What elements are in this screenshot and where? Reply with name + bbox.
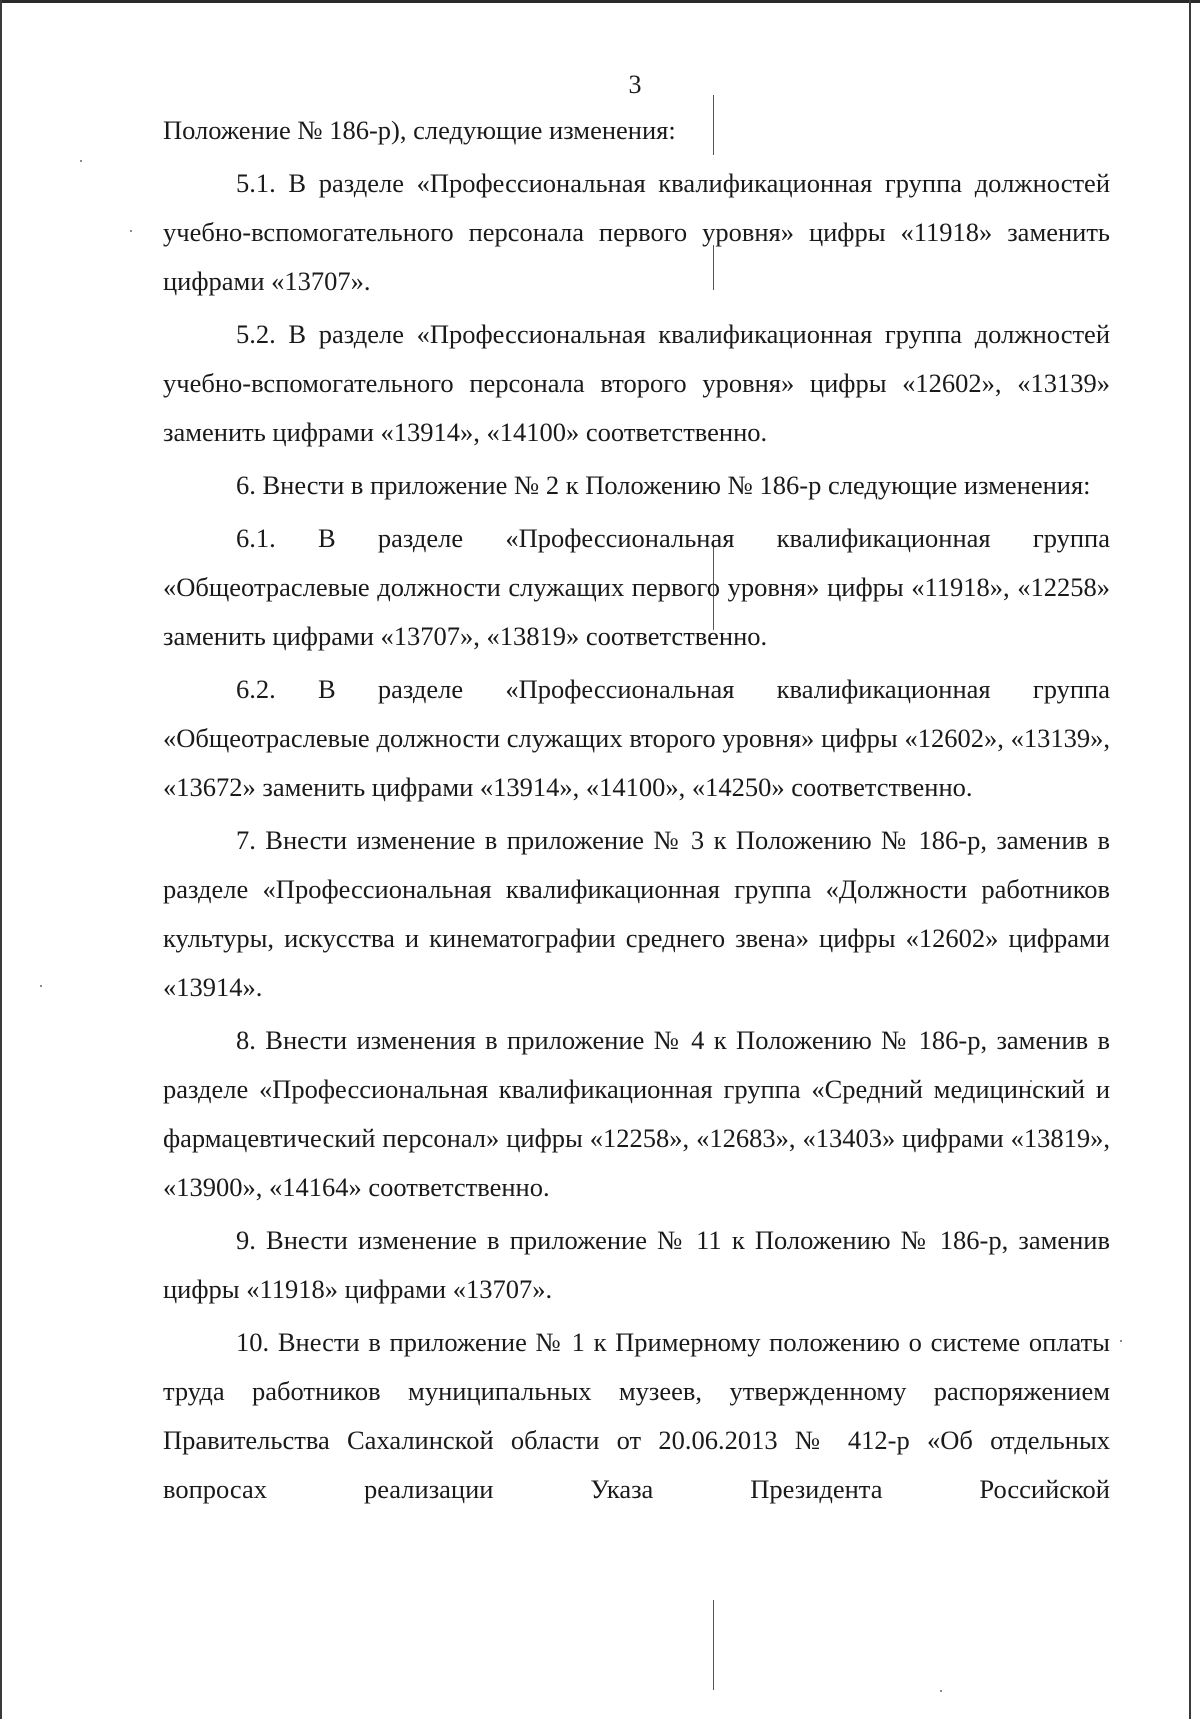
document-body: [163, 106, 1110, 1518]
paragraph-7: 7. Внести изменение в приложение № 3 к Положению № 186-р, заменив в разделе «Профессиональная квалификационная группа «Должности работников культуры, искусства и кинематографии среднего звена» цифры «12602» цифрами «13914».: [163, 825, 1110, 1002]
paragraph-5-2: 5.2. В разделе «Профессиональная квалификационная группа должностей учебно-вспомогательного персонала второго уровня» цифры «12602», «13139» заменить цифрами «13914», «14100» соответственно.: [163, 319, 1110, 447]
page-number: 3: [628, 70, 642, 99]
scan-speck: [1120, 1340, 1122, 1342]
paragraph-6-2: 6.2. В разделе «Профессиональная квалификационная группа «Общеотраслевые должности служащих второго уровня» цифры «12602», «13139», «13672» заменить цифрами «13914», «14100», «14250» соответственно.: [163, 674, 1110, 802]
scan-speck: [40, 985, 42, 987]
scan-right-border: [1189, 0, 1191, 1719]
paragraph-6-1: 6.1. В разделе «Профессиональная квалификационная группа «Общеотраслевые должности служащих первого уровня» цифры «11918», «12258» заменить цифрами «13707», «13819» соответственно.: [163, 523, 1110, 651]
scan-speck: [130, 230, 132, 232]
scan-speck: [80, 160, 82, 162]
paragraph-5-1: 5.1. В разделе «Профессиональная квалификационная группа должностей учебно-вспомогательного персонала первого уровня» цифры «11918» заменить цифрами «13707».: [163, 168, 1110, 296]
scan-left-border: [0, 0, 2, 1719]
paragraph-continuation: Положение № 186-р), следующие изменения:: [163, 115, 676, 145]
paragraph-8: 8. Внести изменения в приложение № 4 к Положению № 186-р, заменив в разделе «Профессиональная квалификационная группа «Средний медицинский и фармацевтический персонал» цифры «12258», «12683», «13403» цифрами «13819», «13900», «14164» соответственно.: [163, 1025, 1110, 1202]
paragraph-9: 9. Внести изменение в приложение № 11 к Положению № 186-р, заменив цифры «11918» цифрами «13707».: [163, 1225, 1110, 1304]
paragraph-10: 10. Внести в приложение № 1 к Примерному положению о системе оплаты труда работников муниципальных музеев, утвержденному распоряжением Правительства Сахалинской области от 20.06.2013 № 412-р «Об отдельных вопросах реализации Указа Президента Российской: [163, 1327, 1110, 1504]
scan-fold-mark: [713, 1600, 714, 1690]
paragraph-6: 6. Внести в приложение № 2 к Положению № 186-р следующие изменения:: [236, 470, 1091, 500]
scan-top-border: [0, 0, 1200, 3]
scan-speck: [940, 1690, 942, 1692]
